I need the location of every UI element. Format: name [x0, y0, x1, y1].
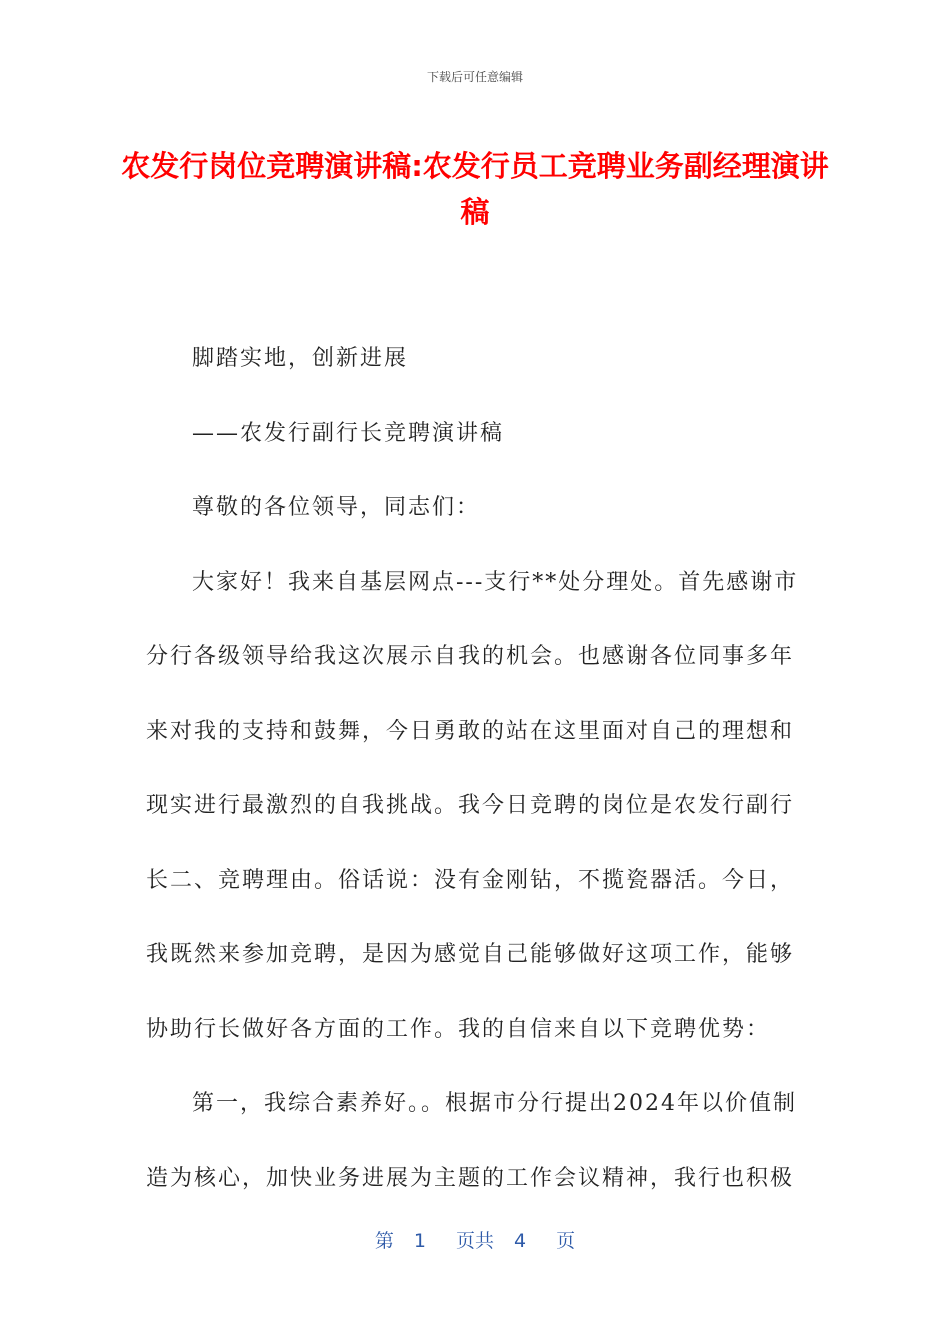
page-footer — [0, 1226, 950, 1253]
document-title: 农发行岗位竞聘演讲稿:农发行员工竞聘业务副经理演讲稿 — [121, 149, 829, 229]
paragraph-salutation: 尊敬的各位领导，同志们： — [192, 495, 481, 520]
footer-total-pages: 4 — [514, 1230, 527, 1252]
paragraph-speech-title: ——农发行副行长竞聘演讲稿 — [192, 420, 505, 446]
paragraph-first-point: 第一，我综合素养好。。根据市分行提出2024年以价值制造为核心，加快业务进展为主题的工作会议精神，我行也积极 — [146, 1091, 797, 1191]
paragraph-subtitle: 脚踏实地，创新进展 — [192, 346, 409, 371]
footer-suffix: 页 — [556, 1230, 576, 1252]
footer-page-number: 1 — [413, 1230, 426, 1252]
header-note: 下载后可任意编辑 — [426, 70, 523, 84]
footer-middle: 页共 — [455, 1230, 494, 1252]
document-body — [146, 322, 806, 1216]
paragraph-introduction: 大家好！我来自基层网点---支行**处分理处。首先感谢市分行各级领导给我这次展示自我的机会。也感谢各位同事多年来对我的支持和鼓舞，今日勇敢的站在这里面对自己的理想和现实进行最激烈的自我挑战。我今日竞聘的岗位是农发行副行长二、竞聘理由。俗话说：没有金刚钻，不揽瓷器活。今日，我既然来参加竞聘，是因为感觉自己能够做好这项工作，能够协助行长做好各方面的工作。我的自信来自以下竞聘优势： — [146, 569, 799, 1042]
footer-prefix: 第 — [374, 1230, 394, 1252]
